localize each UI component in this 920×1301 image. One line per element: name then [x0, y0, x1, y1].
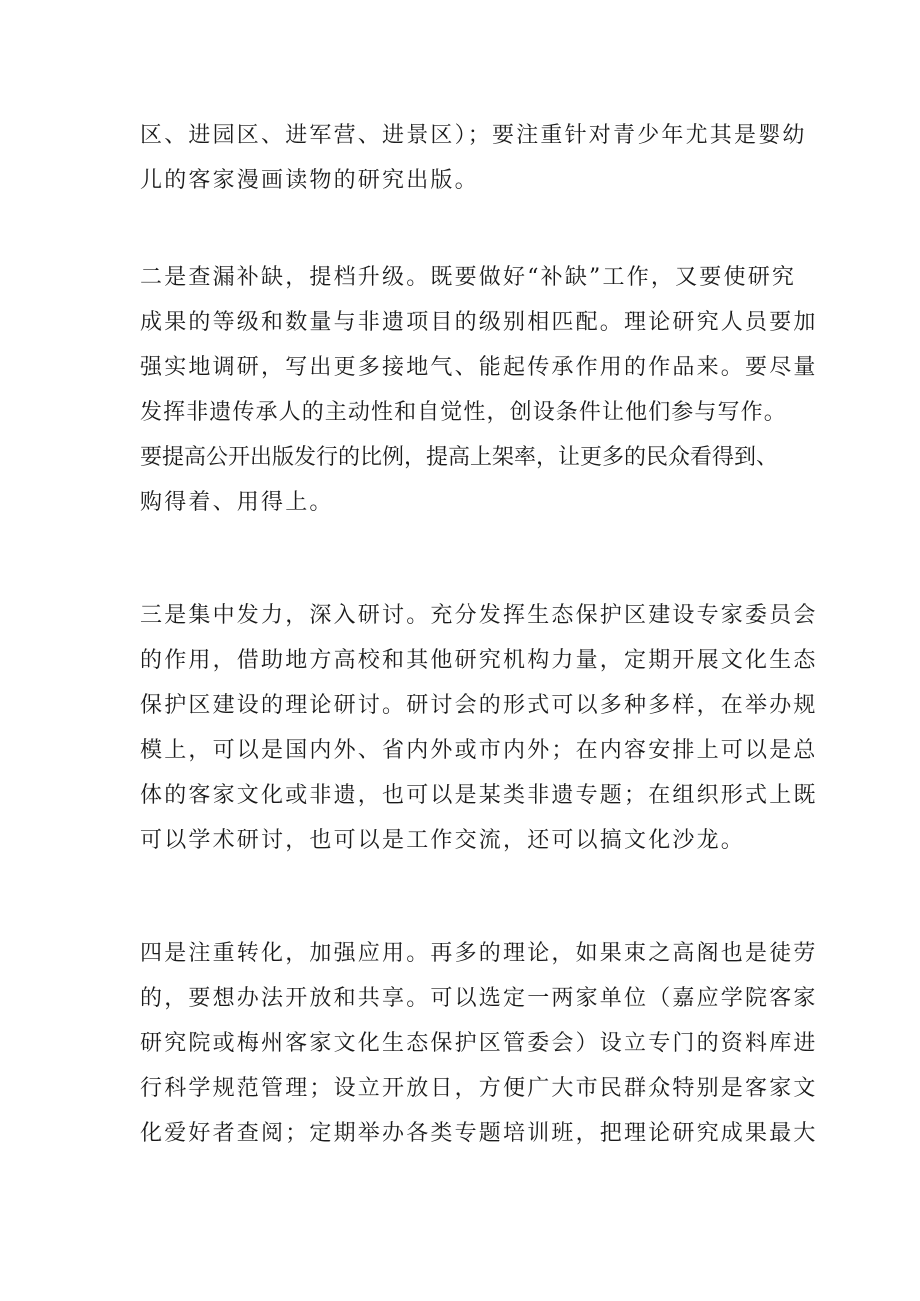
text-line: 的作用，借助地方高校和其他研究机构力量，定期开展文化生态 [140, 648, 818, 673]
paragraph-3 [140, 593, 818, 863]
text-line: 成果的等级和数量与非遗项目的级别相匹配。理论研究人员要加 [140, 310, 818, 335]
text-line: 要提高公开出版发行的比例，提高上架率，让更多的民众看得到、 [140, 445, 779, 470]
text-line: 三是集中发力，深入研讨。充分发挥生态保护区建设专家委员会 [140, 603, 818, 628]
text-line: 购得着、用得上。 [140, 490, 334, 515]
text-line: 模上，可以是国内外、省内外或市内外；在内容安排上可以是总 [140, 738, 818, 763]
text-line: 强实地调研，写出更多接地气、能起传承作用的作品来。要尽量 [140, 355, 818, 380]
text-line: 化爱好者查阅；定期举办各类专题培训班，把理论研究成果最大 [140, 1121, 818, 1146]
text-line: 可以学术研讨，也可以是工作交流，还可以搞文化沙龙。 [140, 828, 746, 853]
paragraph-4 [140, 931, 818, 1156]
paragraph-1 [140, 113, 807, 203]
text-line: 行科学规范管理；设立开放日，方便广大市民群众特别是客家文 [140, 1076, 818, 1101]
text-line: 儿的客家漫画读物的研究出版。 [140, 168, 479, 193]
text-line: 的，要想办法开放和共享。可以选定一两家单位（嘉应学院客家 [140, 986, 818, 1011]
text-line: 四是注重转化，加强应用。再多的理论，如果束之高阁也是徒劳 [140, 941, 818, 966]
text-line: 体的客家文化或非遗，也可以是某类非遗专题；在组织形式上既 [140, 783, 818, 808]
text-line: 二是查漏补缺，提档升级。既要做好“补缺”工作，又要使研究 [140, 265, 797, 290]
paragraph-2 [140, 255, 818, 525]
text-line: 研究院或梅州客家文化生态保护区管委会）设立专门的资料库进 [140, 1031, 818, 1056]
text-line: 区、进园区、进军营、进景区）；要注重针对青少年尤其是婴幼 [140, 123, 807, 148]
text-line: 发挥非遗传承人的主动性和自觉性，创设条件让他们参与写作。 [140, 400, 787, 425]
text-line: 保护区建设的理论研讨。研讨会的形式可以多种多样，在举办规 [140, 693, 818, 718]
